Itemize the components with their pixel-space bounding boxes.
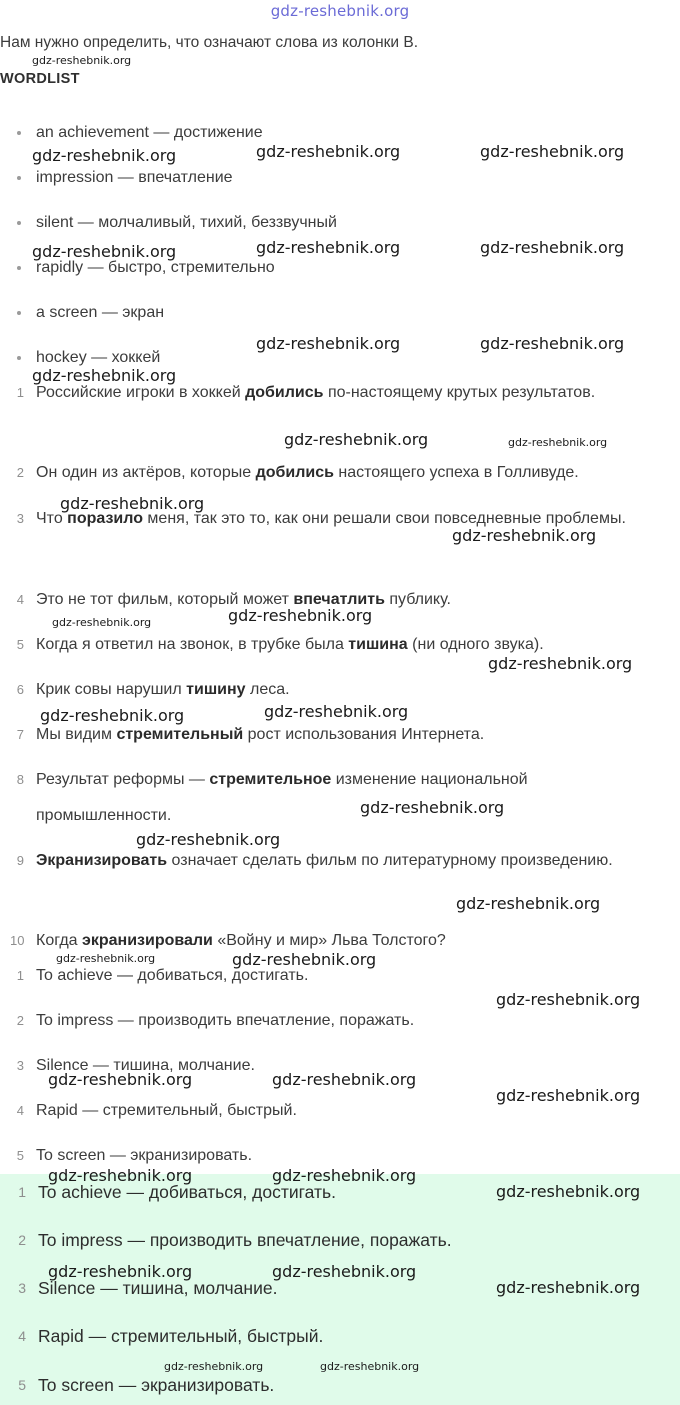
watermark: gdz-reshebnik.org <box>496 990 641 1009</box>
watermark: gdz-reshebnik.org <box>48 1262 193 1281</box>
watermark: gdz-reshebnik.org <box>232 950 377 969</box>
watermark: gdz-reshebnik.org <box>52 616 152 629</box>
watermark: gdz-reshebnik.org <box>60 494 205 513</box>
watermark: gdz-reshebnik.org <box>272 1166 417 1185</box>
watermark: gdz-reshebnik.org <box>284 430 429 449</box>
watermark: gdz-reshebnik.org <box>452 526 597 545</box>
intro-text: Нам нужно определить, что означают слова из колонки B. <box>0 34 419 51</box>
bullet-icon <box>17 221 21 225</box>
bullet-icon <box>17 266 21 270</box>
bullet-icon <box>17 131 21 135</box>
watermark: gdz-reshebnik.org <box>320 1360 420 1373</box>
watermark: gdz-reshebnik.org <box>48 1166 193 1185</box>
bullet-icon <box>17 176 21 180</box>
watermark: gdz-reshebnik.org <box>256 334 401 353</box>
bullet-icon <box>17 311 21 315</box>
watermark: gdz-reshebnik.org <box>48 1070 193 1089</box>
watermark: gdz-reshebnik.org <box>360 798 505 817</box>
wordlist-title: WORDLIST <box>0 71 80 87</box>
watermark: gdz-reshebnik.org <box>136 830 281 849</box>
watermark: gdz-reshebnik.org <box>508 436 608 449</box>
watermark: gdz-reshebnik.org <box>272 1262 417 1281</box>
watermark: gdz-reshebnik.org <box>272 1070 417 1089</box>
watermark: gdz-reshebnik.org <box>488 654 633 673</box>
watermark: gdz-reshebnik.org <box>480 334 625 353</box>
watermark: gdz-reshebnik.org <box>32 242 177 261</box>
watermark: gdz-reshebnik.org <box>256 238 401 257</box>
bullet-icon <box>17 356 21 360</box>
watermark: gdz-reshebnik.org <box>164 1360 264 1373</box>
watermark: gdz-reshebnik.org <box>496 1182 641 1201</box>
watermark: gdz-reshebnik.org <box>32 54 132 67</box>
watermark: gdz-reshebnik.org <box>496 1278 641 1297</box>
watermark: gdz-reshebnik.org <box>56 952 156 965</box>
watermark: gdz-reshebnik.org <box>228 606 373 625</box>
watermark: gdz-reshebnik.org <box>264 702 409 721</box>
watermark: gdz-reshebnik.org <box>256 142 401 161</box>
watermark: gdz-reshebnik.org <box>32 146 177 165</box>
watermark: gdz-reshebnik.org <box>32 366 177 385</box>
site-watermark-header: gdz-reshebnik.org <box>270 2 410 20</box>
watermark: gdz-reshebnik.org <box>480 238 625 257</box>
watermark: gdz-reshebnik.org <box>40 706 185 725</box>
watermark: gdz-reshebnik.org <box>496 1086 641 1105</box>
watermark: gdz-reshebnik.org <box>456 894 601 913</box>
watermark: gdz-reshebnik.org <box>480 142 625 161</box>
